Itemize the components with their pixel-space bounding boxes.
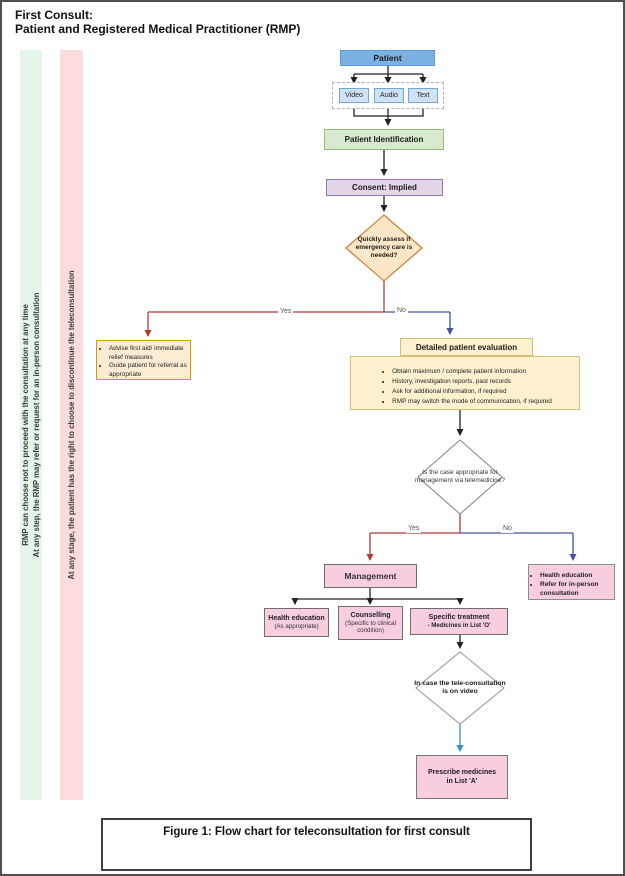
detailed-evaluation-list — [378, 367, 552, 407]
prescribe-medicines-node — [416, 755, 508, 799]
page-title-line1: First Consult: — [15, 8, 93, 22]
refer-in-person-list — [529, 571, 614, 598]
health-education-title: Health education — [268, 614, 325, 622]
health-education-subtitle: (As appropriate) — [274, 622, 319, 630]
specific-treatment-title: Specific treatment — [428, 613, 490, 621]
rmp-note-line1: RMP can choose not to proceed with the consultation at any time — [21, 304, 30, 546]
health-education-node — [264, 608, 329, 637]
page-title-line2: Patient and Registered Medical Practitioner (RMP) — [15, 22, 301, 36]
first-aid-advise-item: • Guide patient for referral as appropriate — [109, 362, 190, 379]
management-label: Management — [344, 571, 397, 581]
mode-video-node — [339, 88, 369, 103]
patient-identification-label: Patient Identification — [344, 135, 424, 144]
detailed-evaluation-header-label: Detailed patient evaluation — [415, 342, 518, 352]
patient-node-label: Patient — [373, 53, 402, 63]
patient-note-line1: At any stage, the patient has the right to choose to discontinue the teleconsultation — [67, 270, 76, 580]
mode-video-label: Video — [345, 92, 363, 99]
detailed-evaluation-item: • History, investigation reports, past records — [392, 377, 552, 387]
detailed-evaluation-item: • Obtain maximum / complete patient information — [392, 367, 552, 377]
patient-identification-node — [324, 129, 444, 150]
refer-in-person-item: • Health education — [540, 571, 614, 580]
branch2-no-label: No — [503, 525, 512, 532]
detailed-evaluation-item: • Ask for additional information, if required — [392, 387, 552, 397]
branch2-yes-label: Yes — [408, 525, 420, 532]
first-aid-advise-item: • Advise first aid/ immediate relief measures — [109, 345, 190, 362]
first-aid-advise-list — [97, 345, 190, 379]
rmp-note-line2: At any step, the RMP may refer or request for an in-person consultation — [32, 292, 41, 558]
consent-label: Consent: Implied — [352, 183, 417, 192]
refer-in-person-item: • Refer for in-person consultation — [540, 580, 614, 598]
detailed-evaluation-item: • RMP may switch the mode of communication, if required — [392, 397, 552, 407]
mode-text-label: Text — [416, 92, 430, 99]
detailed-evaluation-header-node — [400, 338, 533, 356]
mode-audio-node — [374, 88, 404, 103]
flowchart-connectors — [2, 2, 625, 876]
mode-text-node — [408, 88, 438, 103]
counselling-subtitle: (Specific to clinical condition) — [345, 619, 396, 634]
prescribe-medicines-label: Prescribe medicines in List 'A' — [427, 769, 497, 785]
branch1-yes-label: Yes — [280, 308, 292, 315]
refer-in-person-node — [528, 564, 615, 600]
detailed-evaluation-body-node — [350, 356, 580, 410]
video-consult-diamond-label: In case the tele-consultation is on video — [414, 679, 506, 695]
consent-node — [326, 179, 443, 196]
assess-emergency-diamond-label: Quickly assess if emergency care is needed? — [355, 236, 413, 259]
branch1-no-label: No — [397, 307, 406, 314]
counselling-title: Counselling — [350, 611, 391, 619]
first-aid-advise-node — [96, 340, 191, 380]
specific-treatment-node — [410, 608, 508, 635]
counselling-node — [338, 606, 403, 640]
figure-caption: Figure 1: Flow chart for teleconsultation for first consult — [101, 818, 532, 871]
mode-audio-label: Audio — [380, 92, 398, 99]
management-node — [324, 564, 417, 588]
telemedicine-appropriate-diamond-label: Is the case appropriate for management via telemedicine? — [415, 469, 505, 484]
specific-treatment-subtitle: - Medicines in List 'O' — [427, 621, 491, 629]
patient-node — [340, 50, 435, 66]
